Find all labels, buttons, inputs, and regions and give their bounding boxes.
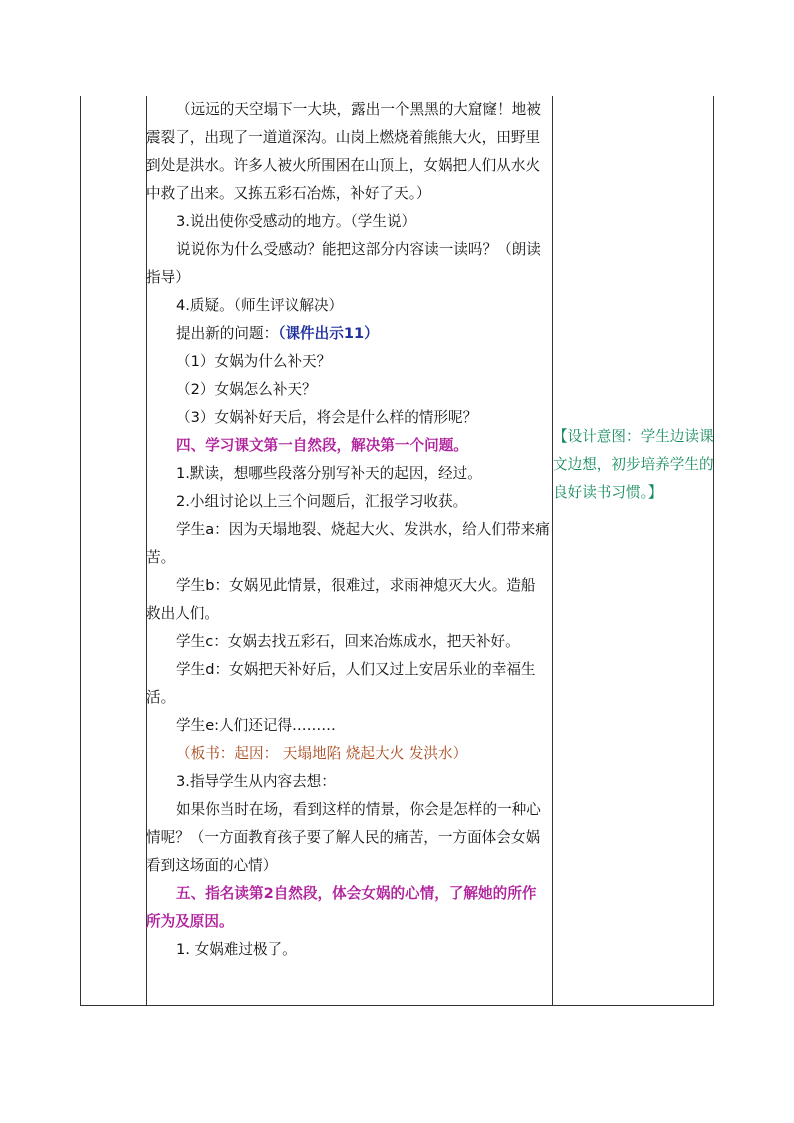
section-5-heading: 五、指名读第2自然段，体会女娲的心情，了解她的所作所为及原因。 [146, 885, 537, 930]
step-3: 3.说出使你受感动的地方。（学生说） [176, 213, 417, 230]
question-2: （2）女娲怎么补天？ [176, 381, 317, 398]
student-a: 学生a：因为天塌地裂、烧起大火、发洪水，给人们带来痛苦。 [146, 521, 550, 566]
story-quote: （远远的天空塌下一大块，露出一个黑黑的大窟窿！地被震裂了，出现了一道道深沟。山岗上燃烧着熊熊大火，田野里到处是洪水。许多人被火所围困在山顶上，女娲把人们从水火中救了出来。又拣五彩石冶炼，补好了天。） [146, 101, 541, 202]
section-5-step-1: 1. 女娲难过极了。 [176, 941, 297, 958]
step-4: 4.质疑。（师生评议解决） [176, 297, 344, 314]
guidance-question: 如果你当时在场，看到这样的情景，你会是怎样的一种心情呢？（一方面教育孩子要了解人民的痛苦，一方面体会女娲看到这场面的心情） [146, 801, 541, 874]
table-divider-2 [552, 96, 553, 1006]
table-border-bottom [80, 1005, 714, 1006]
design-intent-column [553, 423, 715, 507]
section-4-step-2: 2.小组讨论以上三个问题后，汇报学习收获。 [176, 493, 468, 510]
student-d: 学生d：女娲把天补好后，人们又过上安居乐业的幸福生活。 [146, 661, 536, 706]
section-4-step-1: 1.默读，想哪些段落分别写补天的起因，经过。 [176, 465, 482, 482]
section-4-heading: 四、学习课文第一自然段，解决第一个问题。 [176, 437, 468, 454]
board-writing: （板书：起因： 天塌地陷 烧起大火 发洪水） [176, 745, 468, 762]
section-4-step-3: 3.指导学生从内容去想： [176, 773, 336, 790]
student-c: 学生c：女娲去找五彩石，回来冶炼成水，把天补好。 [176, 633, 520, 650]
design-intent-note: 【设计意图：学生边读课文边想，初步培养学生的良好读书习惯。】 [553, 428, 714, 501]
table-border-left [80, 96, 81, 1006]
new-questions [146, 320, 550, 348]
student-e: 学生e:人们还记得……… [176, 717, 336, 734]
courseware-ref: （课件出示11） [278, 325, 379, 342]
question-3: （3）女娲补好天后，将会是什么样的情形呢？ [176, 409, 478, 426]
student-b: 学生b：女娲见此情景，很难过，求雨神熄灭大火。造船救出人们。 [146, 577, 536, 622]
table-border-right [713, 96, 714, 1006]
step-3-followup: 说说你为什么受感动？能把这部分内容读一读吗？（朗读指导） [146, 241, 541, 286]
question-1: （1）女娲为什么补天？ [176, 353, 332, 370]
teaching-process-column [146, 96, 550, 964]
new-questions-label: 提出新的问题： [176, 325, 279, 342]
